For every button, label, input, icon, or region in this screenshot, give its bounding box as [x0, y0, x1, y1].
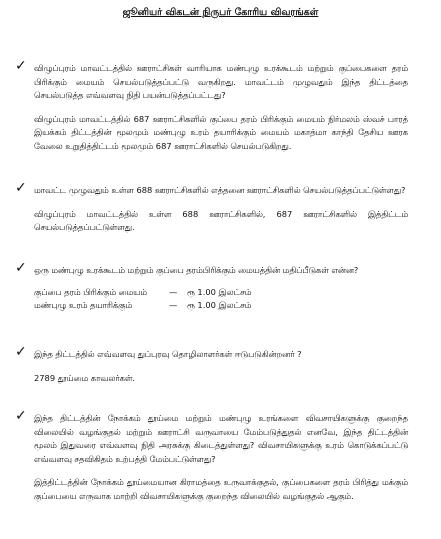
checkmark-bullet-icon: ✓	[15, 58, 27, 74]
answer-text: விழுப்புரம் மாவட்டத்தில் உள்ள 688 ஊராட்சிகளில், 687 ஊராட்சிகளில் இத்திட்டம் செயல்படுத்தப்பட்டுள்ளது.	[34, 208, 408, 233]
document-title: ஜூனியர் விகடன் நிருபர் கோரிய விவரங்கள்	[122, 7, 319, 18]
cost-row	[34, 286, 408, 300]
answer-text: இத்திட்டத்தின் நோக்கம் தூய்மையான கிராமத்தை உருவாக்குதல், குப்பைகளை தரம் பிரித்து மக்கும் குப்பையை எருவாக மாற்றி விவசாயிகளுக்கு குறைந்த விலையில் வழங்குதல் ஆகும்.	[34, 477, 408, 501]
cost-label: குப்பை தரம் பிரிக்கும் மையம்	[34, 286, 147, 297]
dash-separator: —	[169, 300, 178, 311]
checkmark-bullet-icon: ✓	[15, 260, 27, 276]
qa-section-2	[15, 180, 408, 235]
checkmark-bullet-icon: ✓	[15, 344, 27, 360]
qa-section-4	[15, 344, 408, 385]
cost-value: ரூ 1.00 இலட்சம்	[187, 286, 252, 297]
cost-row	[34, 299, 408, 313]
checkmark-bullet-icon: ✓	[15, 180, 27, 196]
question-text: இந்த திட்டத்தில் எவ்வளவு துப்புரவு தொழிலாளர்கள் ஈடுபடுகின்றனர் ?	[34, 349, 302, 359]
qa-section-3	[15, 260, 408, 313]
question-text: மாவட்ட முழுவதும் உள்ள 688 ஊராட்சிகளில் எத்தனை ஊராட்சிகளில் செயல்படுத்தப்பட்டுள்ளது?	[34, 185, 406, 195]
answer-text: 2789 தூய்மை காவலர்கள்.	[34, 372, 136, 383]
question-text: இந்த திட்டத்தின் நோக்கம் தூய்மை மற்றும் மண்புழு உரங்களை விவசாயிகளுக்கு குறைந்த விலையில் வழங்குதல் மற்றும் ஊராட்சி வருவாயை மேம்படுத்துதல் எனவே, இந்த திட்டத்தின் மூலம் இதுவரை எவ்வளவு நிதி அரசுக்கு கிடைத்துள்ளது? விவசாயிகளுக்கு உரம் கொடுக்கப்பட்டு எவ்வளவு சதவிகிதம் உற்பத்தி மேம்பட்டுள்ளது?	[34, 413, 408, 464]
answer-text: விழுப்புரம் மாவட்டத்தில் 687 ஊராட்சிகளில் குப்பை தரம் பிரிக்கும் மையம் நிர்மலம் ஸ்வச் பாரத் இயக்கம் திட்டத்தின் மூலமும் மண்புழு உரம் தயாரிக்கும் மையம் மகாத்மா காந்தி தேசிய ஊரக வேலை உறுதித்திட்டம் மூலமும் 687 ஊராட்சிகளில் செயல்படுகிறது.	[34, 113, 408, 151]
cost-value: ரூ 1.00 இலட்சம்	[187, 300, 252, 311]
checkmark-bullet-icon: ✓	[15, 408, 27, 424]
question-text: விழுப்புரம் மாவட்டத்தில் ஊராட்சிகள் வாரியாக மண்புழு உரக்கூடம் மற்றும் குப்பைகளை தரம் பிரிக்கும் மையம் செயல்படுத்தப்பட்டு வருகிறது. மாவட்டம் முழுவதும் இந்த திட்டத்தை செயல்படுத்த எவ்வளவு நிதி பயன்படுத்தப்பட்டது?	[34, 63, 408, 101]
cost-label: மண்புழு உரம் தயாரிக்கும்	[34, 300, 133, 311]
question-text: ஒரு மண்புழு உரக்கூடம் மற்றும் குப்பை தரம்பிரிக்கும் மையத்தின் மதிப்பீடுகள் என்ன?	[34, 265, 359, 275]
qa-section-1	[15, 58, 408, 154]
dash-separator: —	[169, 286, 178, 297]
qa-section-5	[15, 408, 408, 504]
